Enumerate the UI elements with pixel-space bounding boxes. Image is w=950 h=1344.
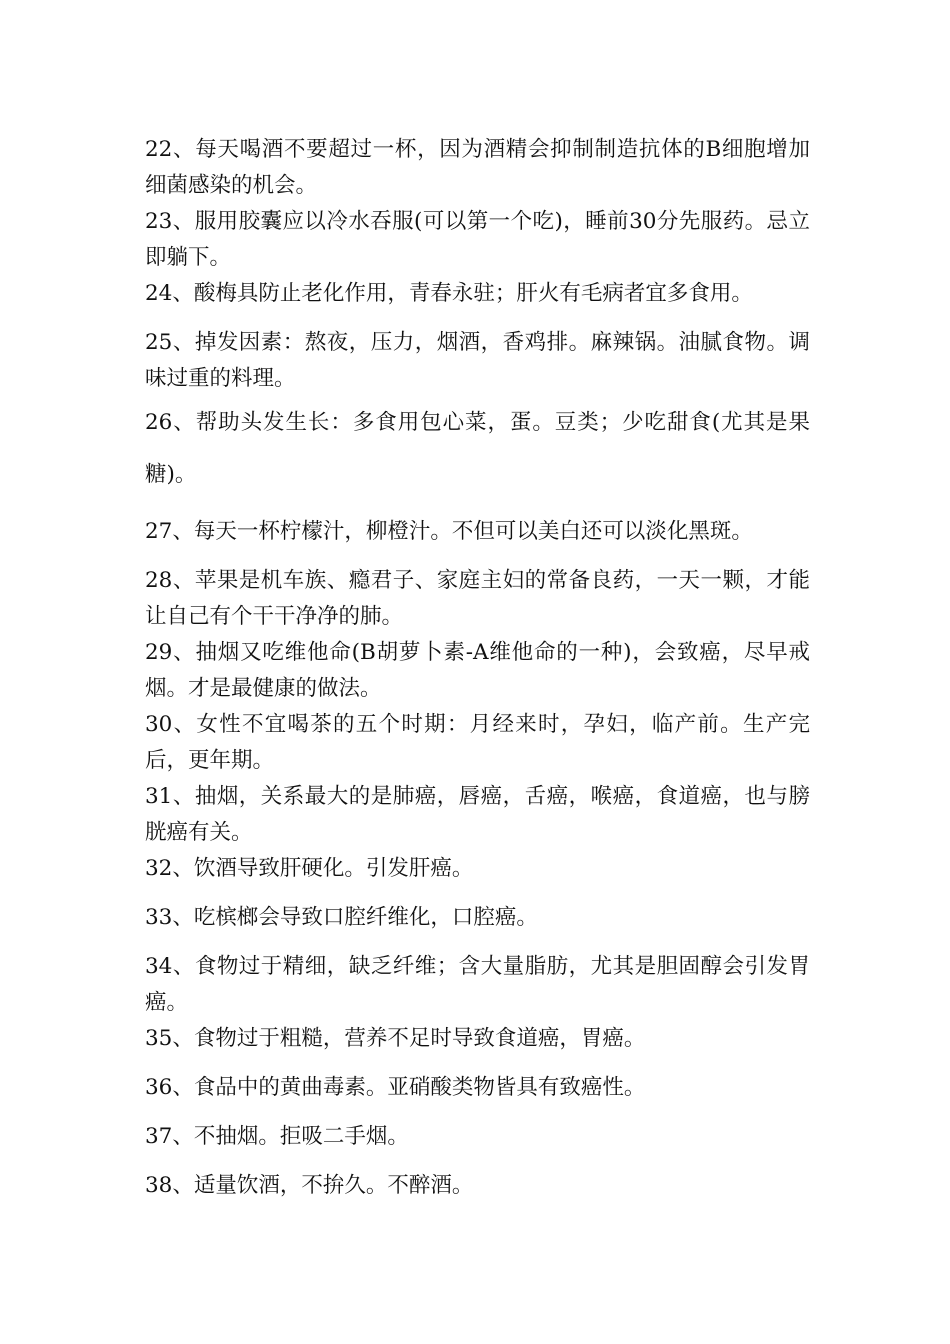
paragraph-35: 35、食物过于粗糙，营养不足时导致食道癌，胃癌。 — [145, 1026, 646, 1051]
paragraph-24: 24、酸梅具防止老化作用，青春永驻；肝火有毛病者宜多食用。 — [145, 281, 753, 306]
paragraph-23: 23、服用胶囊应以冷水吞服(可以第一个吃)，睡前30分先服药。忌立即躺下。 — [145, 209, 810, 270]
paragraph-34: 34、食物过于精细，缺乏纤维；含大量脂肪，尤其是胆固醇会引发胃癌。 — [145, 954, 810, 1015]
paragraph-27: 27、每天一杯柠檬汁，柳橙汁。不但可以美白还可以淡化黑斑。 — [145, 519, 753, 544]
paragraph-38: 38、适量饮酒，不拚久。不醉酒。 — [145, 1173, 474, 1198]
paragraph-31: 31、抽烟，关系最大的是肺癌，唇癌，舌癌，喉癌，食道癌，也与膀胱癌有关。 — [145, 784, 810, 845]
paragraph-29: 29、抽烟又吃维他命(B胡萝卜素-A维他命的一种)，会致癌，尽早戒烟。才是最健康的做法。 — [145, 640, 810, 701]
paragraph-22: 22、每天喝酒不要超过一杯，因为酒精会抑制制造抗体的B细胞增加细菌感染的机会。 — [145, 137, 810, 198]
paragraph-37: 37、不抽烟。拒吸二手烟。 — [145, 1124, 409, 1149]
paragraph-28: 28、苹果是机车族、瘾君子、家庭主妇的常备良药，一天一颗，才能让自己有个干干净净的肺。 — [145, 568, 810, 629]
paragraph-32: 32、饮酒导致肝硬化。引发肝癌。 — [145, 856, 474, 881]
paragraph-36: 36、食品中的黄曲毒素。亚硝酸类物皆具有致癌性。 — [145, 1075, 646, 1100]
paragraph-25: 25、掉发因素：熬夜，压力，烟酒，香鸡排。麻辣锅。油腻食物。调味过重的料理。 — [145, 330, 810, 391]
paragraph-30: 30、女性不宜喝茶的五个时期：月经来时，孕妇，临产前。生产完后，更年期。 — [145, 712, 810, 773]
paragraph-33: 33、吃槟榔会导致口腔纤维化，口腔癌。 — [145, 905, 538, 930]
paragraph-26: 26、帮助头发生长：多食用包心菜，蛋。豆类；少吃甜食(尤其是果糖)。 — [145, 410, 810, 487]
document-body — [145, 132, 810, 1204]
